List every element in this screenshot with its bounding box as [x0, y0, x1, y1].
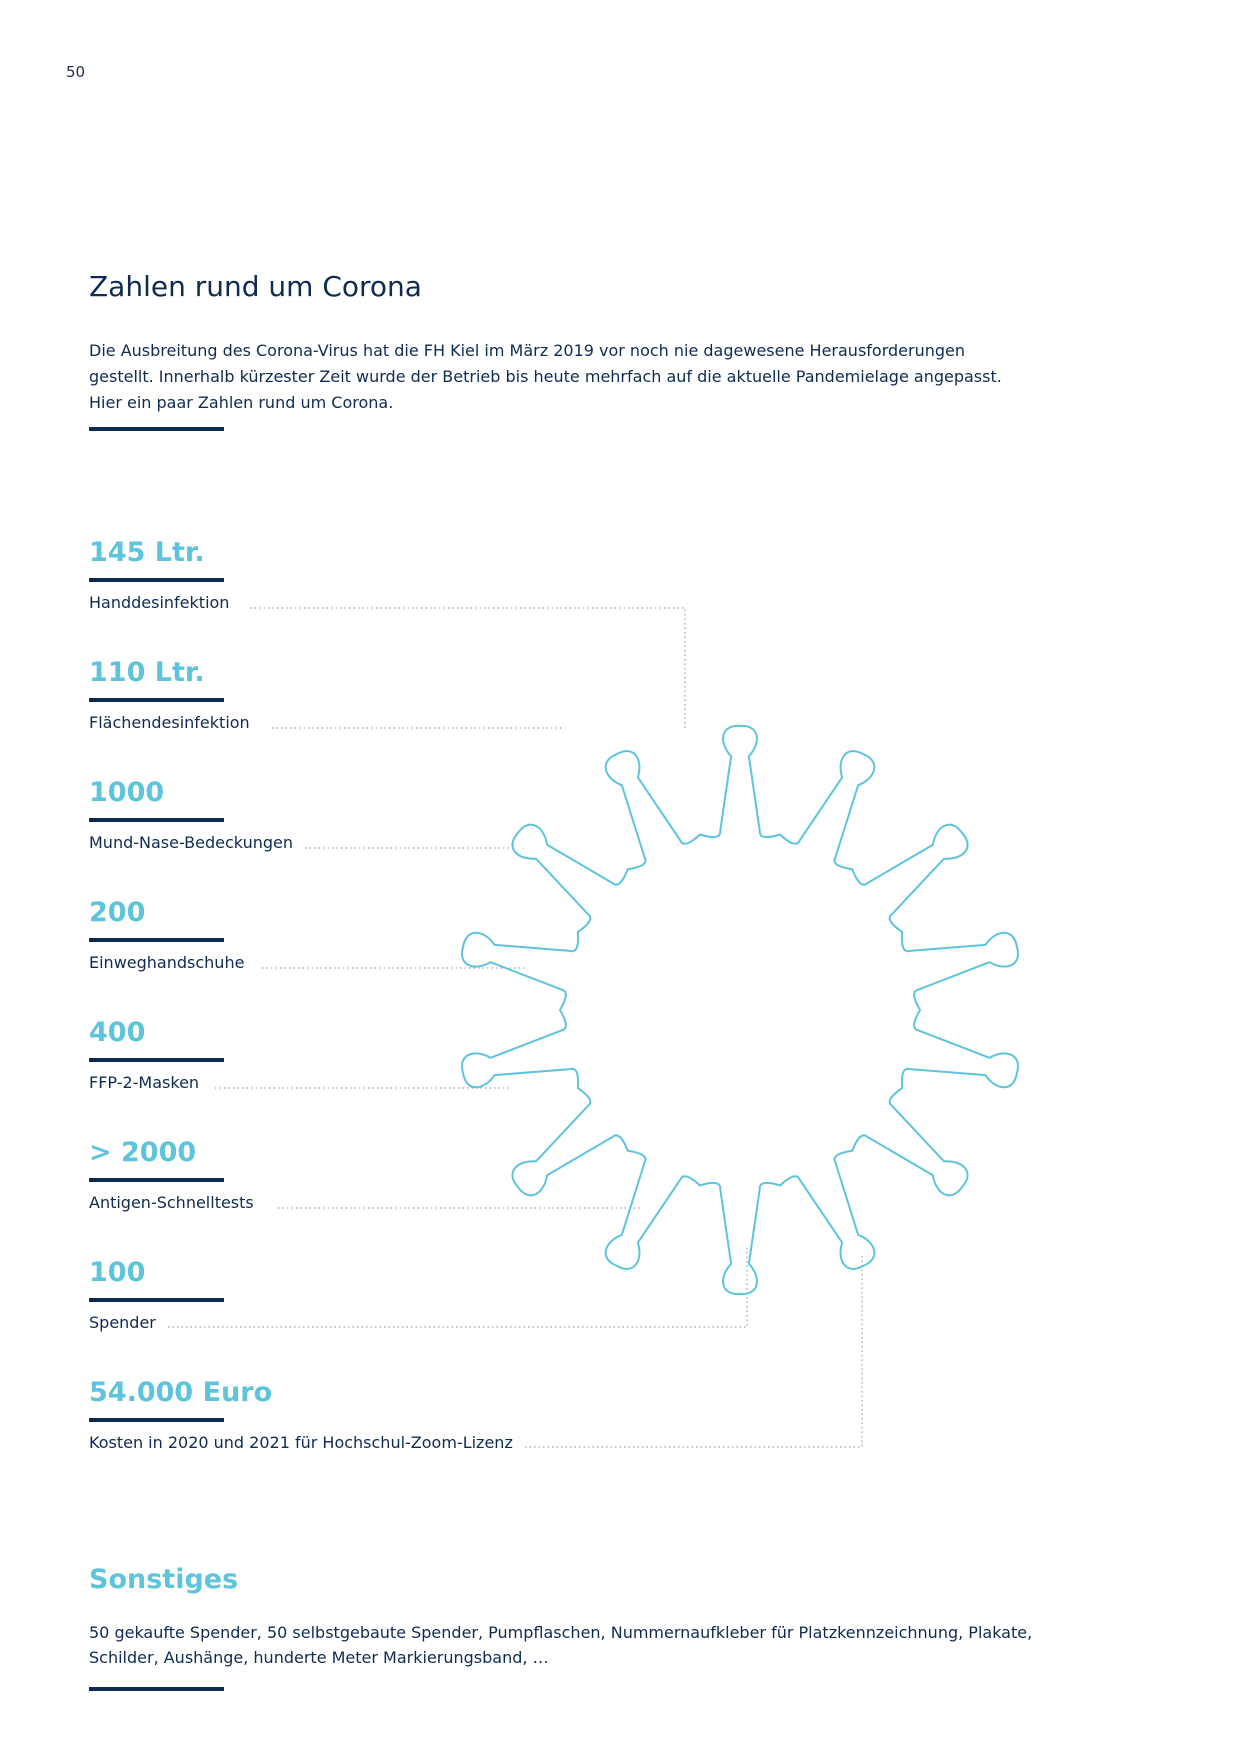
stat-divider — [89, 938, 224, 942]
stat-divider — [89, 1418, 224, 1422]
stat-label: Spender — [89, 1313, 156, 1332]
stat-divider — [89, 818, 224, 822]
stat-value: 200 — [89, 897, 146, 928]
stat-value: 100 — [89, 1257, 146, 1288]
stat-value: 400 — [89, 1017, 146, 1048]
stat-label: Kosten in 2020 und 2021 für Hochschul-Zoom-Lizenz — [89, 1433, 513, 1452]
stat-value: 1000 — [89, 777, 165, 808]
sonstiges-divider — [89, 1687, 224, 1691]
page-number: 50 — [66, 63, 86, 81]
section-title-sonstiges: Sonstiges — [89, 1564, 239, 1595]
leader-line-spender — [168, 1248, 747, 1327]
stat-label: FFP-2-Masken — [89, 1073, 200, 1092]
stat-label: Antigen-Schnelltests — [89, 1193, 254, 1212]
stat-label: Flächendesinfektion — [89, 713, 250, 732]
stat-divider — [89, 698, 224, 702]
stat-label: Mund-Nase-Bedeckungen — [89, 833, 293, 852]
sonstiges-text: 50 gekaufte Spender, 50 selbstgebaute Spender, Pumpflaschen, Nummernaufkleber für Platzkennzeichnung, Plakate, Schilder, Aushänge, hunderte Meter Markierungsband, … — [89, 1623, 1033, 1667]
page-title: Zahlen rund um Corona — [89, 270, 422, 303]
stat-divider — [89, 1178, 224, 1182]
stat-divider — [89, 1058, 224, 1062]
leader-line-handdesinfektion — [250, 608, 685, 728]
stat-value: > 2000 — [89, 1137, 197, 1168]
stat-divider — [89, 1298, 224, 1302]
stat-label: Handdesinfektion — [89, 593, 230, 612]
stat-value: 110 Ltr. — [89, 657, 205, 688]
virus-outline — [462, 726, 1018, 1294]
stat-value: 145 Ltr. — [89, 537, 205, 568]
stat-value: 54.000 Euro — [89, 1377, 273, 1408]
stat-divider — [89, 578, 224, 582]
intro-paragraph: Die Ausbreitung des Corona-Virus hat die FH Kiel im März 2019 vor noch nie dagewesene Herausforderungen gestellt. Innerhalb kürzester Zeit wurde der Betrieb bis heute mehrfach auf die aktuelle Pandemielage angepasst. Hier ein paar Zahlen rund um Corona. — [89, 341, 1002, 412]
leader-line-zoom — [525, 1255, 862, 1447]
stat-label: Einweghandschuhe — [89, 953, 245, 972]
